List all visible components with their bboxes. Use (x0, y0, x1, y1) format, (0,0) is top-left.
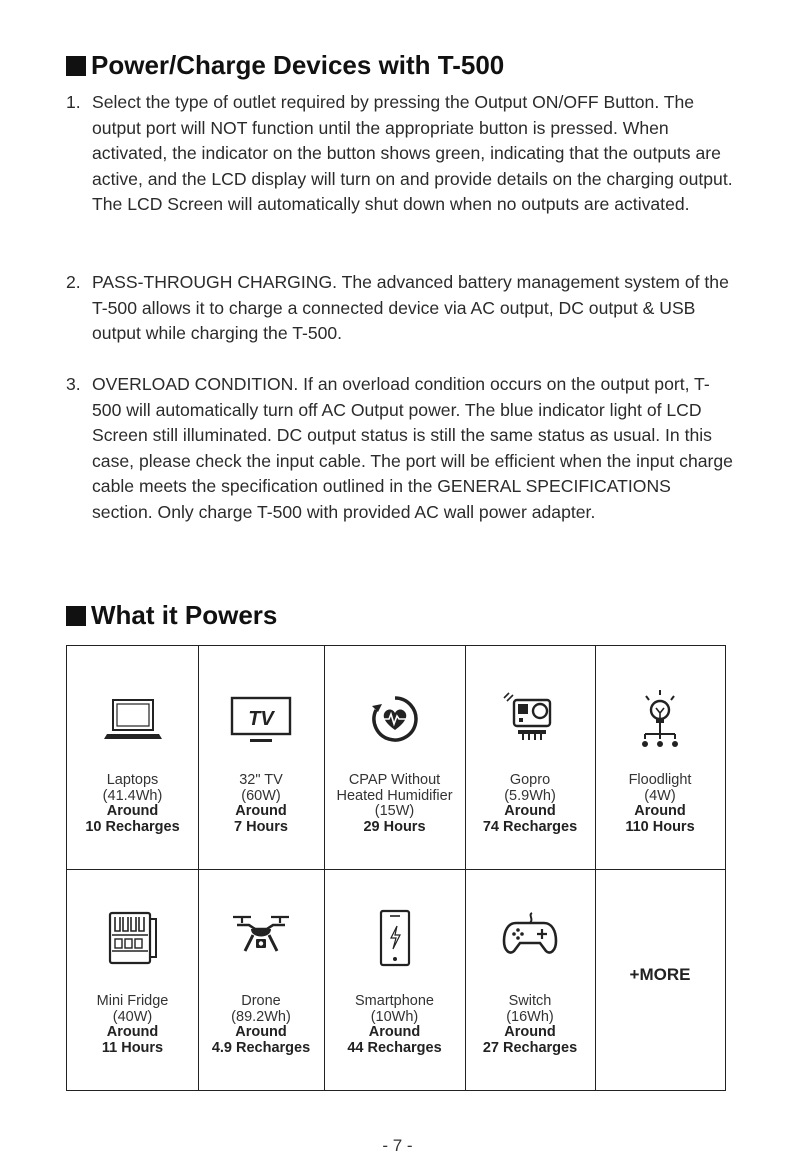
device-table (66, 645, 726, 1091)
game-controller-icon (502, 911, 558, 959)
device-cell-drone: Drone (89.2Wh) Around 4.9 Recharges (198, 869, 324, 1090)
list-item: 2. PASS-THROUGH CHARGING. The advanced battery management system of the T-500 allows it to charge a connected device via AC output, DC output & USB output while charging the T-500. (66, 272, 729, 343)
laptop-icon (104, 698, 162, 740)
section-title-what-it-powers: What it Powers (66, 600, 277, 631)
device-cell-floodlight: Floodlight (4W) Around 110 Hours (595, 646, 725, 869)
device-cell-tv: TV 32" TV (60W) Around 7 Hours (198, 646, 324, 869)
device-cell-gopro: Gopro (5.9Wh) Around 74 Recharges (465, 646, 595, 869)
tv-icon (230, 696, 292, 744)
more-label: +MORE (629, 965, 691, 984)
cpap-icon (370, 694, 420, 744)
list-item: 3. OVERLOAD CONDITION. If an overload condition occurs on the output port, T-500 will automatically turn off AC Output power. The blue indicator light of LCD Screen still illuminated. DC output status is still the same status as usual. In this case, please check the input cable. The port will be efficient when the input charge cable meets the specification outlined in the GENERAL SPECIFICATIONS section. Only charge T-500 with provided AC wall power adapter. (66, 374, 733, 522)
device-cell-more (595, 869, 725, 1090)
device-cell-smartphone: Smartphone (10Wh) Around 44 Recharges (324, 869, 465, 1090)
instruction-list (66, 90, 736, 525)
list-item: 1. Select the type of outlet required by pressing the Output ON/OFF Button. The output port will NOT function until the appropriate button is pressed. When activated, the indicator on the button shows green, indicating that the outputs are active, and the LCD display will turn on and provide details on the charging output. The LCD Screen will automatically shut down when no outputs are activated. (66, 92, 733, 214)
square-bullet-icon (66, 56, 86, 76)
floodlight-icon (635, 688, 685, 750)
section-title-power-charge: Power/Charge Devices with T-500 (66, 50, 504, 81)
smartphone-icon (378, 909, 412, 967)
gopro-icon (500, 690, 560, 746)
mini-fridge-icon (108, 911, 158, 965)
device-cell-cpap: CPAP Without Heated Humidifier (15W) 29 Hours (324, 646, 465, 869)
device-cell-mini-fridge: Mini Fridge (40W) Around 11 Hours (67, 869, 198, 1090)
device-cell-laptops: Laptops (41.4Wh) Around 10 Recharges (67, 646, 198, 869)
drone-icon (231, 913, 291, 955)
tv-screen-text: TV (248, 708, 274, 730)
square-bullet-icon (66, 606, 86, 626)
device-cell-switch: Switch (16Wh) Around 27 Recharges (465, 869, 595, 1090)
page-number: - 7 - (382, 1136, 413, 1155)
